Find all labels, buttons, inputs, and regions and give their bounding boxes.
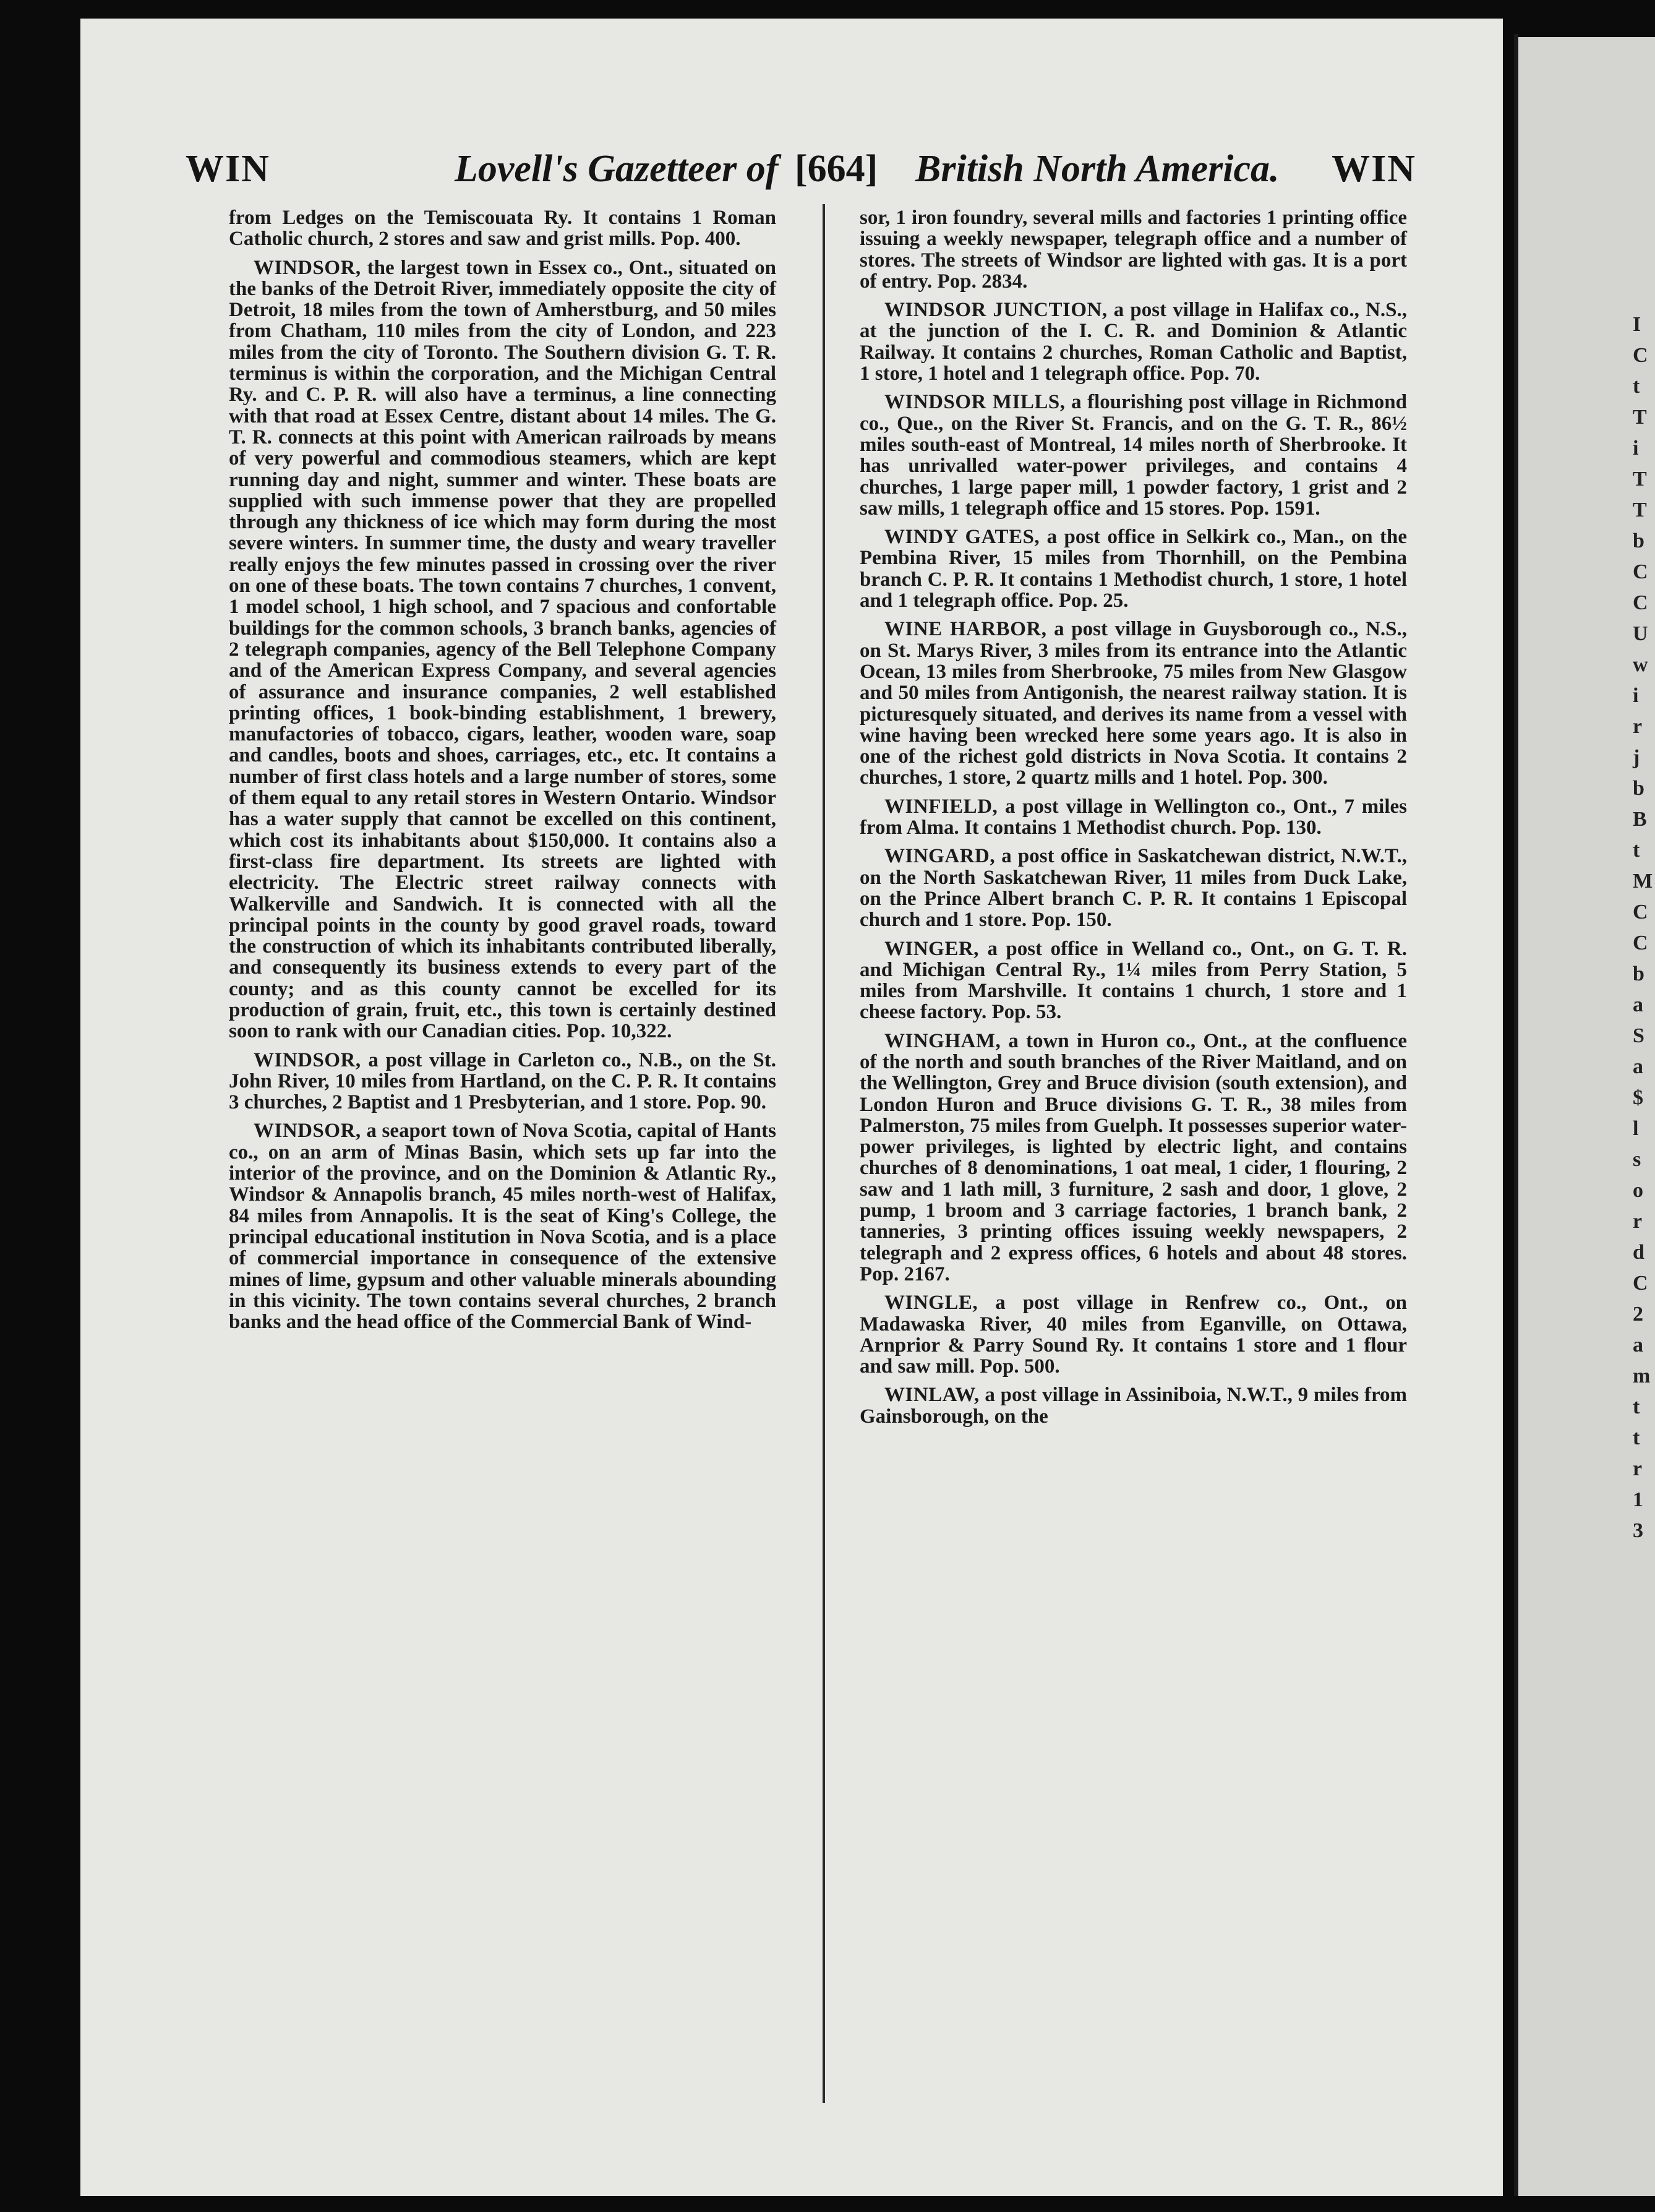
running-head-title: Lovell's Gazetteer of <box>455 148 779 190</box>
gazetteer-entry <box>860 207 1407 292</box>
entry-headword: WINGHAM, <box>884 1029 1001 1052</box>
entry-text: a post office in Saskatchewan district, N.W.T., on the North Saskatchewan River, 11 miles from Duck Lake, on the Prince Albert branch C. P. R. It contains 1 Episcopal church and 1 store. Pop. 150. <box>860 845 1407 932</box>
margin-fragment: 2 <box>1633 1303 1643 1326</box>
gazetteer-entry <box>860 392 1407 519</box>
entry-text: a post village in Renfrew co., Ont., on Madawaska River, 40 miles from Eganville, on Ottawa, Arnprior & Parry Sound Ry. It contains 1 store and 1 flour and saw mill. Pop. 500. <box>860 1292 1407 1378</box>
margin-fragment: r <box>1633 1457 1643 1480</box>
entry-headword: WINDSOR JUNCTION, <box>884 299 1108 322</box>
margin-fragment: C <box>1633 591 1648 614</box>
entry-headword: WINGER, <box>884 937 979 960</box>
margin-fragment: C <box>1633 344 1648 367</box>
margin-fragment: l <box>1633 1117 1639 1140</box>
entry-text: a town in Huron co., Ont., at the confluence of the north and south branches of the River Maitland, and on the Wellington, Grey and Bruce division (south extension), and London Huron and Bruce divisions G. T. R., 38 miles from Palmerston, 75 miles from Guelph. It possesses superior water-power privileges, is lighted by electric light, and contains churches of 8 denominations, 1 oat meal, 1 cider, 1 flouring, 2 saw and 1 lath mill, 3 furniture, 2 sash and door, 1 glove, 2 pump, 1 broom and 3 carriage factories, 1 branch bank, 2 tanneries, 3 printing offices issuing weekly newspapers, 2 telegraph and 2 express offices, 6 hotels and about 48 stores. Pop. 2167. <box>860 1029 1408 1285</box>
entry-headword: WINLAW, <box>884 1384 980 1407</box>
running-head-left: WIN <box>186 148 270 190</box>
margin-fragment: t <box>1633 839 1640 862</box>
margin-fragment: w <box>1633 653 1648 676</box>
page-number: [664] <box>795 148 878 190</box>
column-divider <box>823 204 825 2103</box>
margin-fragment: C <box>1633 901 1648 924</box>
margin-fragment: i <box>1633 437 1639 460</box>
running-head-right: WIN <box>1332 148 1416 190</box>
entry-headword: WINDSOR, <box>254 256 361 279</box>
margin-fragment: 3 <box>1633 1519 1643 1542</box>
margin-fragment: C <box>1633 1272 1648 1295</box>
margin-fragment: b <box>1633 777 1644 800</box>
gazetteer-entry <box>229 257 776 1042</box>
margin-fragment: r <box>1633 1210 1643 1233</box>
margin-fragment: B <box>1633 808 1647 831</box>
margin-fragment: T <box>1633 406 1647 429</box>
margin-fragment: C <box>1633 932 1648 954</box>
entry-headword: WINDSOR, <box>254 1120 361 1142</box>
gazetteer-entry <box>860 299 1407 384</box>
margin-fragment: r <box>1633 715 1643 738</box>
entry-text: a post village in Carleton co., N.B., on the St. John River, 10 miles from Hartland, on the C. P. R. It contains 3 churches, 2 Baptist and 1 Presbyterian, and 1 store. Pop. 90. <box>229 1048 777 1114</box>
left-column <box>229 207 776 1340</box>
margin-fragment: b <box>1633 962 1644 985</box>
entry-headword: WINFIELD, <box>884 795 998 818</box>
entry-text: a post village in Guysborough co., N.S., on St. Marys River, 3 miles from its entrance into the Atlantic Ocean, 13 miles from Sherbrooke, 75 miles from New Glasgow and 50 miles from Antigonish, the nearest railway station. It is picturesquely situated, and derives its name from a vessel with wine having been wrecked here some years ago. It is also in one of the richest gold districts in Nova Scotia. It contains 2 churches, 1 store, 2 quartz mills and 1 hotel. Pop. 300. <box>860 618 1408 789</box>
gazetteer-entry <box>860 1031 1407 1285</box>
page-gutter <box>1514 34 1518 2196</box>
gazetteer-entry <box>229 207 776 250</box>
facing-page-margin <box>1633 309 1655 1546</box>
gazetteer-entry <box>860 938 1407 1023</box>
margin-fragment: s <box>1633 1148 1641 1171</box>
entry-headword: WINDSOR, <box>254 1048 361 1071</box>
running-head <box>186 147 1416 203</box>
entry-text: a post village in Halifax co., N.S., at the junction of the I. C. R. and Dominion & Atlantic Railway. It contains 2 churches, Roman Catholic and Baptist, 1 store, 1 hotel and 1 telegraph office. Pop. 70. <box>860 299 1407 385</box>
margin-fragment: $ <box>1633 1086 1643 1109</box>
entry-text: a seaport town of Nova Scotia, capital of Hants co., on an arm of Minas Basin, which sets up far into the interior of the province, and on the Dominion & Atlantic Ry., Windsor & Annapolis branch, 45 miles north-west of Halifax, 84 miles from Annapolis. It is the seat of King's College, the principal educational institution in Nova Scotia, and is a place of commercial importance in consequence of the extensive mines of lime, gypsum and other valuable minerals abounding in this vicinity. The town contains several churches, 2 branch banks and the head office of the Commercial Bank of Wind- <box>229 1120 776 1334</box>
gazetteer-entry <box>860 796 1407 839</box>
entry-headword: WINE HARBOR, <box>884 618 1047 641</box>
entry-headword: WINDSOR MILLS, <box>884 391 1066 414</box>
gazetteer-entry <box>229 1050 776 1113</box>
gazetteer-entry <box>860 1384 1407 1427</box>
running-head-place: British North America. <box>915 148 1280 190</box>
entry-text: a flourishing post village in Richmond co., Que., on the River St. Francis, and on the G. T. R., 86½ miles south-east of Montreal, 14 miles north of Sherbrooke. It has unrivalled water-power privileges, and contains 4 churches, 1 large paper mill, 1 powder factory, 1 grist and 2 saw mills, 1 telegraph office and 15 stores. Pop. 1591. <box>860 391 1407 520</box>
entry-text: the largest town in Essex co., Ont., situated on the banks of the Detroit River, immediately opposite the city of Detroit, 18 miles from the town of Amherstburg, and 50 miles from Chatham, 110 miles from the city of London, and 223 miles from the city of Toronto. The Southern division G. T. R. terminus is within the corporation, and the Michigan Central Ry. and C. P. R. will also have a terminus, a line connecting with that road at Essex Centre, distant about 14 miles. The G. T. R. connects at this point with American railroads by means of very powerful and commodious steamers, which are kept running day and night, summer and winter. These boats are supplied with such immense power that they are propelled through any thickness of ice which may form during the most severe winters. In summer time, the dusty and weary traveller really enjoys the few minutes passed in crossing over the river on one of these boats. The town contains 7 churches, 1 convent, 1 model school, 1 high school, and 7 spacious and confortable buildings for the common schools, 3 branch banks, agencies of 2 telegraph companies, agency of the Bell Telephone Company and of the American Express Company, and several agencies of assurance and insurance companies, 2 well established printing offices, 1 book-binding establishment, 1 brewery, manufactories of tobacco, cigars, leather, wooden ware, soap and candles, boots and shoes, carriages, etc., etc. It contains a number of first class hotels and a large number of stores, some of them equal to any retail stores in Western Ontario. Windsor has a water supply that cannot be excelled on this continent, which cost its inhabitants about $150,000. It contains also a first-class fire department. Its streets are lighted with electricity. The Electric street railway connects with Walkerville and Sandwich. It is connected with all the principal points in the county by good gravel roads, toward the construction of which its inhabitants contributed liberally, and consequently its business extends to every part of the county; and as this county cannot be excelled for its production of grain, fruit, etc., this town is certainly destined soon to rank with our Canadian cities. Pop. 10,322. <box>229 256 776 1043</box>
gazetteer-entry <box>860 619 1407 788</box>
entry-headword: WINGARD, <box>884 845 996 868</box>
entry-headword: WINDY GATES, <box>884 526 1040 549</box>
entry-headword: WINGLE, <box>884 1292 978 1314</box>
margin-fragment: 1 <box>1633 1488 1643 1511</box>
margin-fragment: M <box>1633 870 1653 893</box>
margin-fragment: I <box>1633 313 1641 336</box>
gazetteer-entry <box>860 1292 1407 1377</box>
margin-fragment: C <box>1633 560 1648 583</box>
margin-fragment: a <box>1633 1055 1643 1078</box>
entry-text: a post office in Selkirk co., Man., on the Pembina River, 15 miles from Thornhill, on the Pembina branch C. P. R. It contains 1 Methodist church, 1 store, 1 hotel and 1 telegraph office. Pop. 25. <box>860 526 1408 612</box>
entry-text: a post office in Welland co., Ont., on G. T. R. and Michigan Central Ry., 1¼ miles from Perry Station, 5 miles from Marshville. It contains 1 church, 1 store and 1 cheese factory. Pop. 53. <box>860 937 1407 1024</box>
entry-text: a post village in Assiniboia, N.W.T., 9 miles from Gainsborough, on the <box>860 1384 1407 1428</box>
margin-fragment: b <box>1633 529 1644 552</box>
margin-fragment: i <box>1633 684 1639 707</box>
entry-text: a post village in Wellington co., Ont., 7 miles from Alma. It contains 1 Methodist church. Pop. 130. <box>860 795 1408 839</box>
margin-fragment: d <box>1633 1241 1644 1264</box>
margin-fragment: o <box>1633 1179 1643 1202</box>
margin-fragment: T <box>1633 468 1647 491</box>
margin-fragment: U <box>1633 622 1648 645</box>
gazetteer-entry <box>229 1120 776 1332</box>
margin-fragment: S <box>1633 1024 1644 1047</box>
entry-text: from Ledges on the Temiscouata Ry. It contains 1 Roman Catholic church, 2 stores and saw and grist mills. Pop. 400. <box>229 207 776 251</box>
gazetteer-entry <box>860 526 1407 611</box>
right-column <box>860 207 1407 1434</box>
margin-fragment: a <box>1633 1334 1643 1357</box>
margin-fragment: t <box>1633 1395 1640 1418</box>
margin-fragment: t <box>1633 375 1640 398</box>
margin-fragment: j <box>1633 746 1640 769</box>
entry-text: sor, 1 iron foundry, several mills and factories 1 printing office issuing a weekly newspaper, telegraph office and a number of stores. The streets of Windsor are lighted with gas. It is a port of entry. Pop. 2834. <box>860 207 1407 293</box>
margin-fragment: T <box>1633 499 1647 521</box>
margin-fragment: t <box>1633 1426 1640 1449</box>
gazetteer-entry <box>860 846 1407 930</box>
margin-fragment: a <box>1633 993 1643 1016</box>
margin-fragment: m <box>1633 1365 1651 1387</box>
